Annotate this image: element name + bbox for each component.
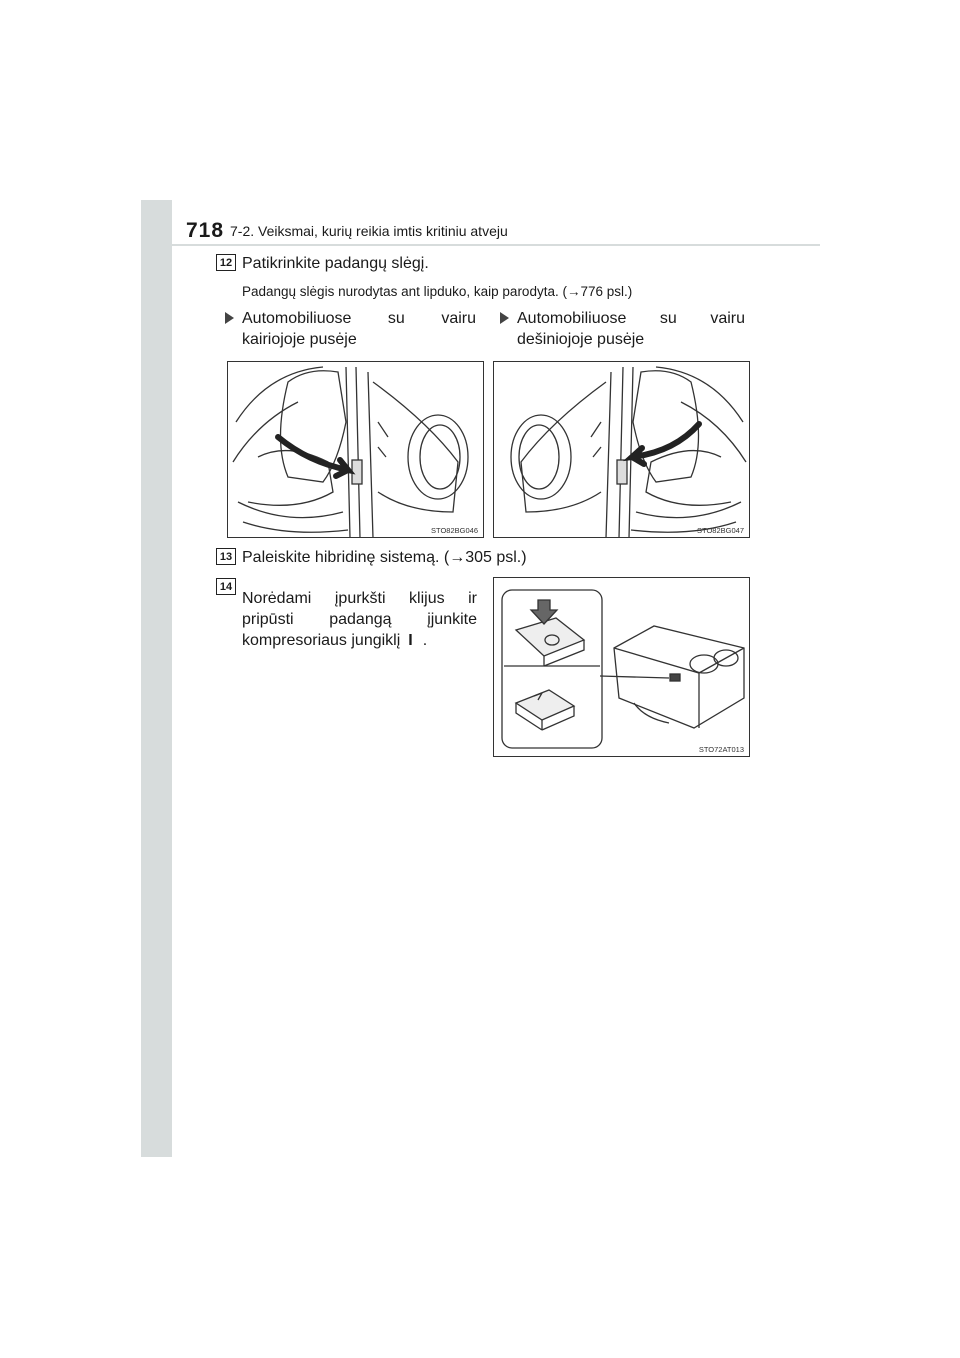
figure-left-door-label [227,361,484,538]
section-title: 7-2. Veiksmai, kurių reikia imtis kritiniu atveju [230,223,508,239]
variant-left-hand-drive: Automobiliuose su vairu kairiojoje pusėje [242,308,476,350]
step-badge-12: 12 [216,254,236,271]
step-14-text: Norėdami įpurkšti klijus ir pripūsti padangą įjunkite kompresoriaus jungiklį I . [242,590,477,649]
tire-pressure-note: Padangų slėgis nurodytas ant lipduko, kaip parodyta. (→776 psl.) [242,284,633,299]
figure-code-right: STO82BG047 [697,526,744,535]
arrow-right-triangle-icon [500,312,509,324]
step-12-text: Patikrinkite padangų slėgį. [242,255,429,272]
figure-code-compressor: STO72AT013 [698,745,744,754]
figure-compressor-switch [493,577,750,757]
curved-arrow-icon [278,437,348,476]
switch-on-symbol: I [408,632,413,649]
curved-arrow-icon [632,424,699,464]
step-badge-14: 14 [216,578,236,595]
page-sidebar-strip [141,200,172,1157]
arrow-right-triangle-icon [225,312,234,324]
variant-right-hand-drive: Automobiliuose su vairu dešiniojoje pusėje [517,308,745,350]
figure-right-door-label [493,361,750,538]
figure-code-left: STO82BG046 [431,526,478,535]
step-13-text: Paleiskite hibridinę sistemą. (→305 psl.) [242,549,527,566]
page-number: 718 [186,219,225,242]
step-badge-13: 13 [216,548,236,565]
header-divider [172,244,820,246]
